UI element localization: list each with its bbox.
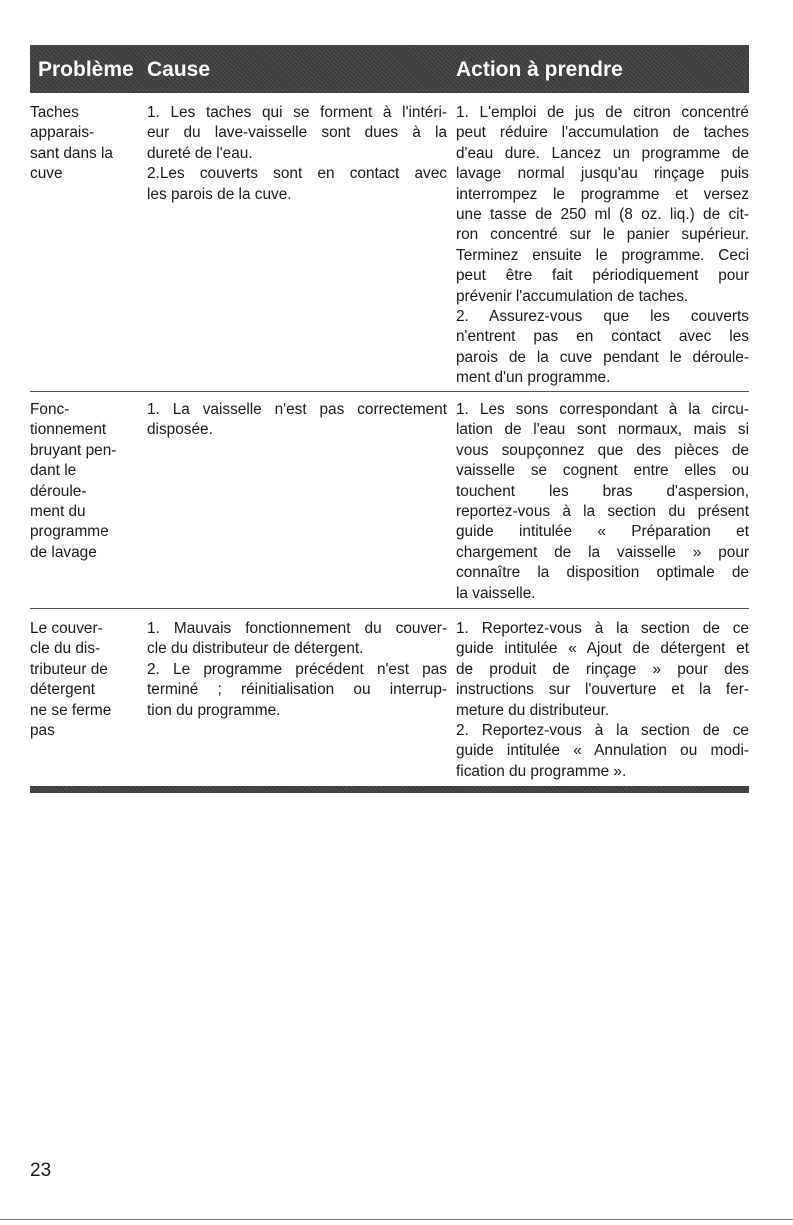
text-line: cuve xyxy=(30,165,63,183)
text-line: chargement de la vaisselle » pour xyxy=(456,543,749,561)
text-line: disposée. xyxy=(147,421,213,439)
text-line: les parois de la cuve. xyxy=(147,185,292,203)
text-line: tionnement xyxy=(30,421,107,439)
text-line: détergent xyxy=(30,681,96,699)
table-bottom-bar xyxy=(30,786,749,793)
text-line: la vaisselle. xyxy=(456,584,536,602)
text-line: Fonc- xyxy=(30,401,70,418)
text-line: reportez-vous à la section du présent xyxy=(456,503,749,521)
text-line: ron concentré sur le panier supérieur. xyxy=(456,226,749,244)
text-line: meture du distributeur. xyxy=(456,701,610,719)
text-line: 1. Mauvais fonctionnement du couver- xyxy=(147,620,447,637)
text-line: guide intitulée « Annulation ou modi- xyxy=(456,742,749,760)
cause-cell xyxy=(147,619,447,721)
action-cell xyxy=(456,103,749,389)
header-problem: Problème xyxy=(38,58,134,81)
text-line: tributeur de xyxy=(30,660,108,678)
text-line: 1. L'emploi de jus de citron concentré xyxy=(456,104,749,121)
text-line: ment d'un programme. xyxy=(456,369,611,387)
text-line: dant le xyxy=(30,462,77,480)
text-line: Le couver- xyxy=(30,620,103,637)
text-line: fication du programme ». xyxy=(456,762,627,780)
text-line: dureté de l'eau. xyxy=(147,144,253,162)
text-line: vous soupçonnez que des pièces de xyxy=(456,441,749,459)
text-line: apparais- xyxy=(30,124,95,142)
text-line: cle du distributeur de détergent. xyxy=(147,640,364,658)
text-line: interrompez le programme et versez xyxy=(456,185,749,203)
text-line: déroule- xyxy=(30,482,87,500)
text-line: une tasse de 250 ml (8 oz. liq.) de cit- xyxy=(456,206,749,224)
text-line: terminé ; réinitialisation ou interrup- xyxy=(147,681,447,699)
text-line: Terminez ensuite le programme. Ceci xyxy=(456,246,749,264)
text-line: peut réduire l'accumulation de taches xyxy=(456,124,749,142)
text-line: de lavage xyxy=(30,543,97,561)
action-cell xyxy=(456,400,749,604)
text-line: 2. Le programme précédent n'est pas xyxy=(147,660,447,678)
text-line: guide intitulée « Ajout de détergent et xyxy=(456,640,749,658)
text-line: bruyant pen- xyxy=(30,441,117,459)
text-line: lation de l'eau sont normaux, mais si xyxy=(456,421,749,439)
header-action: Action à prendre xyxy=(456,58,623,81)
problem-cell xyxy=(30,619,138,741)
text-line: 1. La vaisselle n'est pas correctement xyxy=(147,401,447,418)
text-line: eur du lave-vaisselle sont dues à la xyxy=(147,124,447,142)
text-line: connaître la disposition optimale de xyxy=(456,564,749,582)
text-line: cle du dis- xyxy=(30,640,101,658)
row-divider xyxy=(30,608,749,609)
text-line: touchent les bras d'aspersion, xyxy=(456,482,749,500)
text-line: 2. Assurez-vous que les couverts xyxy=(456,308,749,326)
troubleshooting-table xyxy=(30,45,749,780)
text-line: lavage normal jusqu'au rinçage puis xyxy=(456,165,749,183)
problem-cell xyxy=(30,400,138,563)
table-header xyxy=(30,45,749,93)
table-row xyxy=(30,103,749,393)
cause-cell xyxy=(147,400,447,441)
text-line: ne se ferme xyxy=(30,701,112,719)
text-line: Taches xyxy=(30,104,79,121)
text-line: guide intitulée « Préparation et xyxy=(456,523,749,541)
text-line: 1. Reportez-vous à la section de ce xyxy=(456,620,749,637)
header-cause: Cause xyxy=(147,58,211,81)
page-bottom-rule xyxy=(0,1219,793,1220)
text-line: instructions sur l'ouverture et la fer- xyxy=(456,681,749,699)
row-divider xyxy=(30,391,749,392)
problem-cell xyxy=(30,103,138,185)
text-line: 1. Les sons correspondant à la circu- xyxy=(456,401,749,418)
text-line: programme xyxy=(30,523,109,541)
text-line: n'entrent pas en contact avec les xyxy=(456,328,749,346)
text-line: de produit de rinçage » pour des xyxy=(456,660,749,678)
text-line: tion du programme. xyxy=(147,701,281,719)
text-line: pas xyxy=(30,722,55,740)
text-line: vaisselle se cognent entre elles ou xyxy=(456,462,749,480)
table-row xyxy=(30,619,749,789)
page-number: 23 xyxy=(30,1160,52,1181)
text-line: d'eau dure. Lancez un programme de xyxy=(456,144,749,162)
text-line: parois de la cuve pendant le déroule- xyxy=(456,348,749,366)
text-line: 2.Les couverts sont en contact avec xyxy=(147,165,447,183)
text-line: 1. Les taches qui se forment à l'intéri- xyxy=(147,104,447,121)
text-line: peut être fait périodiquement pour xyxy=(456,267,749,285)
text-line: sant dans la xyxy=(30,144,113,162)
table-row xyxy=(30,400,749,610)
text-line: prévenir l'accumulation de taches. xyxy=(456,287,689,305)
cause-cell xyxy=(147,103,447,205)
text-line: ment du xyxy=(30,503,86,521)
action-cell xyxy=(456,619,749,782)
text-line: 2. Reportez-vous à la section de ce xyxy=(456,722,749,740)
